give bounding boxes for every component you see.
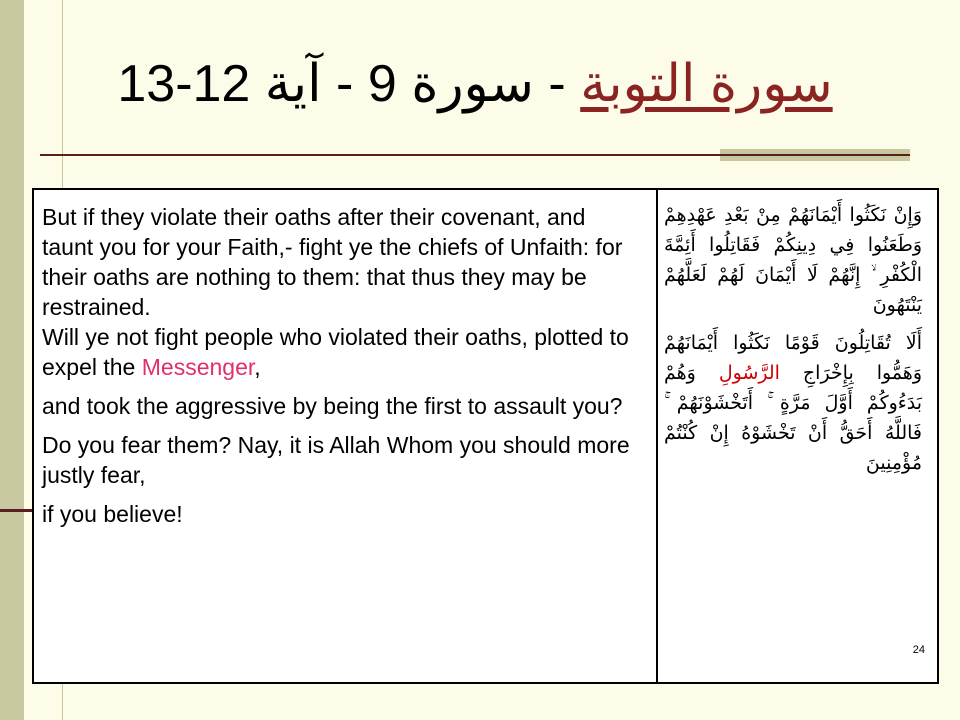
sidebar-accent-bar: [0, 0, 24, 720]
page-number: 24: [912, 644, 925, 656]
arabic-verse-12: وَإِنْ نَكَثُوا أَيْمَانَهُمْ مِنْ بَعْدِ عَهْدِهِمْ وَطَعَنُوا فِي دِينِكُمْ فَقَاتِلُوا أَئِمَّةَ الْكُفْرِ ۙ إِنَّهُمْ لَا أَيْمَانَ لَهُمْ لَعَلَّهُمْ يَنْتَهُونَ: [664, 204, 922, 316]
title-reference: - سورة 9 - آية 12-13: [117, 55, 581, 113]
english-verse-13-line-3: Do you fear them? Nay, it is Allah Whom you should more justly fear,: [42, 432, 630, 488]
english-verse-13-line-1: [42, 322, 640, 382]
english-verse-13-comma: ,: [254, 354, 261, 380]
slide-title: [40, 54, 910, 134]
english-verse-13-text: Will ye not fight people who violated their oaths, plotted to expel the: [42, 324, 629, 380]
arabic-verse-13-start: أَلَا تُقَاتِلُونَ قَوْمًا نَكَثُوا أَيْمَانَهُمْ وَهَمُّوا بِإِخْرَاجِ: [664, 332, 923, 384]
english-verse-12: But if they violate their oaths after their covenant, and taunt you for your Faith,- fight ye the chiefs of Unfaith: for their oaths are nothing to them: that thus they may be restrained.: [42, 204, 623, 320]
surah-name-link[interactable]: سورة التوبة: [580, 55, 833, 113]
arabic-verse-13: [664, 328, 922, 478]
title-divider-accent-line: [720, 154, 910, 156]
english-verse-13-line-4: if you believe!: [42, 501, 183, 527]
title-divider: [40, 154, 720, 156]
messenger-highlight: Messenger: [141, 354, 255, 380]
english-verse-13-line-2: and took the aggressive by being the first to assault you?: [42, 393, 623, 419]
english-translation: [42, 202, 640, 529]
verse-table: [32, 188, 939, 684]
column-divider: [656, 190, 658, 682]
arabic-verse-13-end: وَهُمْ بَدَءُوكُمْ أَوَّلَ مَرَّةٍ ۚ أَتَخْشَوْنَهُمْ ۚ فَاللَّهُ أَحَقُّ أَنْ تَخْشَوْهُ إِنْ كُنْتُمْ مُؤْمِنِينَ: [664, 362, 922, 474]
arabic-messenger-highlight: الرَّسُولِ: [718, 362, 780, 384]
arabic-text: [664, 200, 922, 478]
